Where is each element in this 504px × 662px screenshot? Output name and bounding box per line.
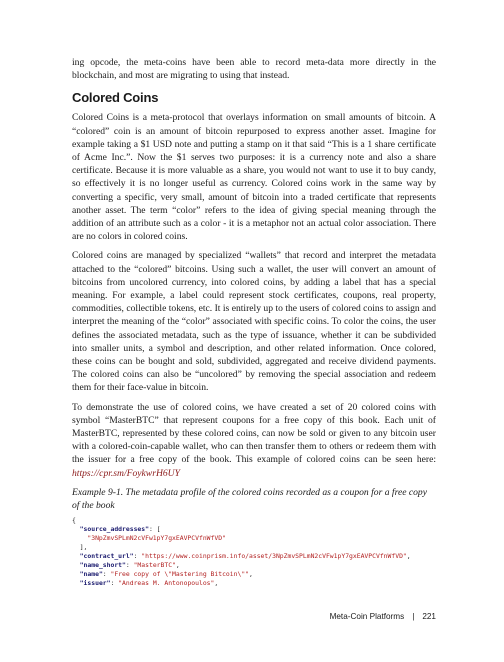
code-open-brace: { [72, 515, 76, 524]
example-caption: Example 9-1. The metadata profile of the colored coins recorded as a coupon for a free copy of the book [72, 486, 427, 511]
code-key-source-addresses: "source_addresses" [79, 524, 149, 533]
code-value-contract-url: "https://www.coinprism.info/asset/3NpZmvSPLmN2cVFw1pY7gxEAVPCVfnWfVD" [141, 551, 407, 560]
code-value-source-address: "3NpZmvSPLmN2cVFw1pY7gxEAVPCVfnWfVD" [87, 533, 226, 542]
code-value-name: "Free copy of \"Mastering Bitcoin\"" [110, 569, 250, 578]
code-value-name-short: "MasterBTC" [133, 560, 176, 569]
page-number: 221 [422, 612, 436, 621]
page-footer [72, 612, 436, 621]
paragraph-wallets: Colored coins are managed by specialized “wallets” that record and interpret the metadata attached to the “colored” bitcoins. Using such a wallet, the user will convert an amount of bitcoins from uncolored currency, into colored coins, by adding a label that has a special meaning. For example, a label could represent stock certificates, coupons, real property, commodities, collectible tokens, etc. It is entirely up to the users of colored coins to assign and interpret the meaning of the “color” associated with specific coins. To color the coins, the user defines the associated metadata, such as the type of issuance, whether it can be subdivided into smaller units, a symbol and description, and other related information. Once colored, these coins can be bought and sold, subdivided, aggregated and receive dividend payments. The colored coins can also be “uncolored” by removing the special association and redeem them for their face-value in bitcoin. [72, 250, 436, 394]
paragraph-demo [72, 401, 436, 480]
code-key-name-short: "name_short" [79, 560, 126, 569]
code-key-contract-url: "contract_url" [79, 551, 134, 560]
section-heading: Colored Coins [72, 90, 159, 106]
demo-link[interactable]: https://cpr.sm/FoykwrH6UY [72, 467, 180, 479]
code-block: { "source_addresses": [ "3NpZmvSPLmN2cVFw1pY7gxEAVPCVfnWfVD" ], "contract_url": "https://www.coinprism.info/asset/3NpZmvSPLmN2cVFw1pY7gxEAVPCVfnWfVD", "name_short": "MasterBTC", "name": "Free copy of \"Mastering Bitcoin\"", "issuer": "Andreas M. Antonopoulos", [72, 515, 411, 587]
demo-text: To demonstrate the use of colored coins, we have created a set of 20 colored coins with symbol “MasterBTC” that represent coupons for a free copy of this book. Each unit of MasterBTC, represented by these colored coins, can now be sold or given to any bitcoin user with a colored-coin-capable wallet, who can then transfer them to others or redeem them with the issuer for a free copy of the book. This example of colored coins can be seen here: [72, 401, 436, 466]
intro-paragraph: ing opcode, the meta-coins have been able to record meta-data more directly in the blockchain, and most are migrating to using that instead. [72, 57, 436, 82]
page-content [72, 56, 436, 588]
footer-section-name: Meta-Coin Platforms [329, 612, 405, 621]
footer-separator: | [412, 612, 415, 621]
paragraph-definition: Colored Coins is a meta-protocol that overlays information on small amounts of bitcoin. A “colored” coin is an amount of bitcoin repurposed to express another asset. Imagine for example taking a $1 USD note and putting a stamp on it that said “This is a 1 share certificate of Acme Inc.”. Now the $1 serves two purposes: it is a currency note and also a share certificate. Because it is more valuable as a share, you would not want to use it to buy candy, so effectively it is no longer useful as currency. Colored coins work in the same way by converting a specific, very small, amount of bitcoin into a traded certificate that represents another asset. The term “color” refers to the idea of giving special meaning through the addition of an attribute such as a color - it is a metaphor not an actual color association. There are no colors in colored coins. [72, 112, 436, 243]
code-key-issuer: "issuer" [79, 578, 111, 587]
code-key-name: "name" [79, 569, 103, 578]
code-value-issuer: "Andreas M. Antonopoulos" [118, 578, 215, 587]
